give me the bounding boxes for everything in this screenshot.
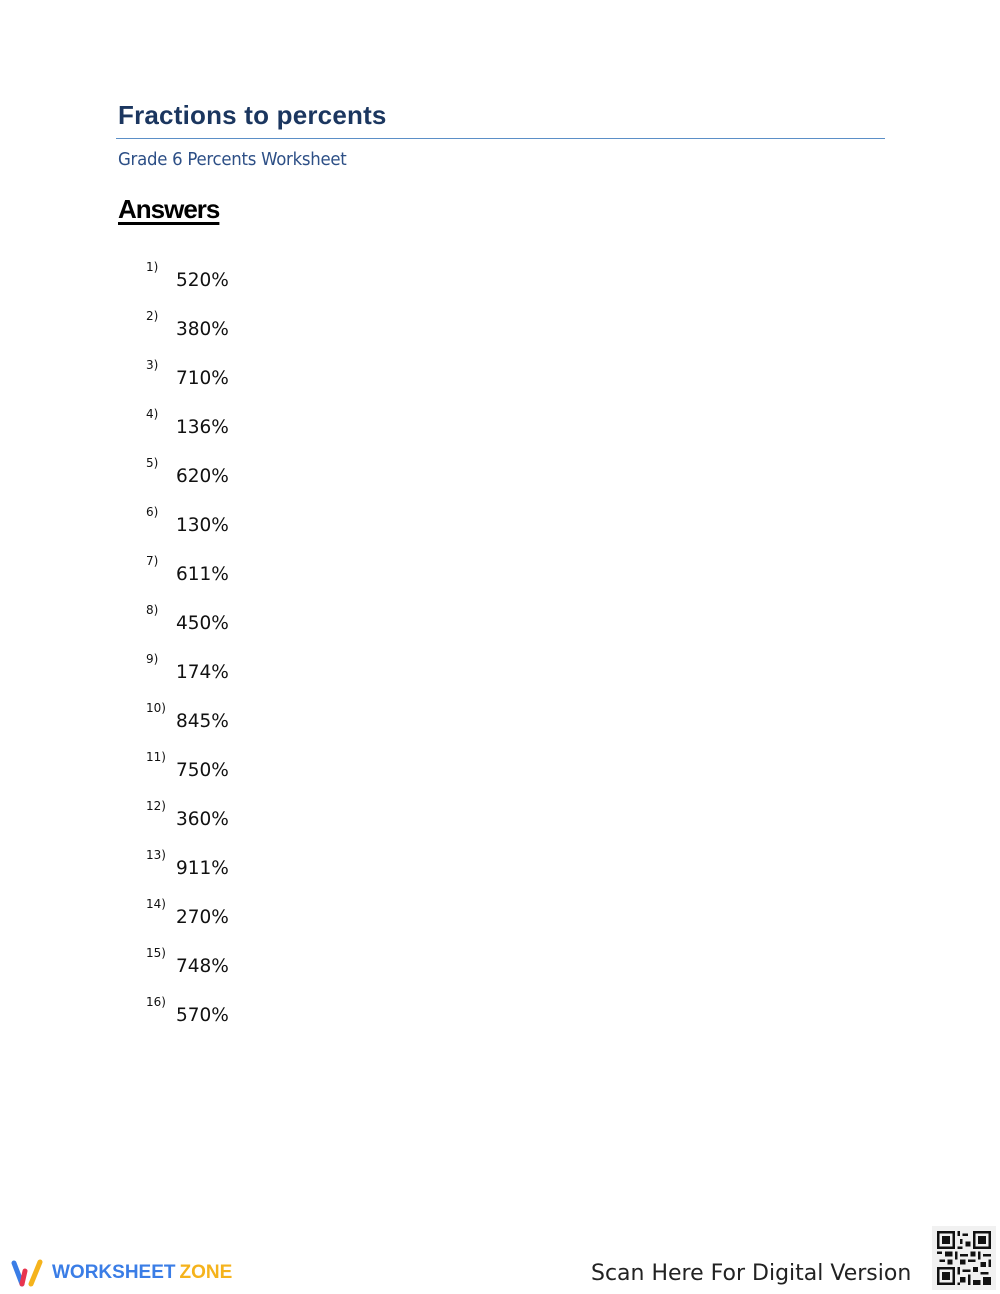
answer-number: 15) bbox=[146, 946, 166, 960]
logo-text bbox=[52, 1262, 232, 1284]
answer-number: 16) bbox=[146, 995, 166, 1009]
scan-caption: Scan Here For Digital Version bbox=[591, 1261, 912, 1286]
page-title: Fractions to percents bbox=[118, 100, 387, 130]
logo-text-worksheet: WORKSHEET bbox=[52, 1262, 176, 1283]
answer-number: 14) bbox=[146, 897, 166, 911]
answer-value: 270% bbox=[176, 907, 229, 928]
answer-number: 12) bbox=[146, 799, 166, 813]
answer-value: 450% bbox=[176, 613, 229, 634]
worksheetzone-logo[interactable] bbox=[10, 1258, 232, 1288]
answer-number: 3) bbox=[146, 358, 159, 372]
answer-value: 620% bbox=[176, 466, 229, 487]
answer-value: 360% bbox=[176, 809, 229, 830]
answer-number: 1) bbox=[146, 260, 159, 274]
answer-number: 11) bbox=[146, 750, 166, 764]
answer-number: 8) bbox=[146, 603, 159, 617]
answer-value: 130% bbox=[176, 515, 229, 536]
answer-value: 174% bbox=[176, 662, 229, 683]
answer-number: 2) bbox=[146, 309, 159, 323]
answer-value: 911% bbox=[176, 858, 229, 879]
answer-value: 380% bbox=[176, 319, 229, 340]
answer-number: 9) bbox=[146, 652, 159, 666]
answer-value: 611% bbox=[176, 564, 229, 585]
answer-number: 5) bbox=[146, 456, 159, 470]
answer-number: 4) bbox=[146, 407, 159, 421]
title-divider bbox=[116, 138, 885, 139]
answer-value: 520% bbox=[176, 270, 229, 291]
answer-value: 845% bbox=[176, 711, 229, 732]
answer-value: 750% bbox=[176, 760, 229, 781]
answers-heading: Answers bbox=[118, 194, 220, 224]
answer-number: 10) bbox=[146, 701, 166, 715]
answer-value: 710% bbox=[176, 368, 229, 389]
logo-w-icon bbox=[10, 1258, 46, 1288]
page-subtitle: Grade 6 Percents Worksheet bbox=[118, 149, 347, 170]
answer-number: 6) bbox=[146, 505, 159, 519]
answer-value: 748% bbox=[176, 956, 229, 977]
answer-number: 13) bbox=[146, 848, 166, 862]
answer-value: 570% bbox=[176, 1005, 229, 1026]
answer-number: 7) bbox=[146, 554, 159, 568]
qr-code-icon[interactable] bbox=[932, 1226, 996, 1290]
logo-text-zone: ZONE bbox=[179, 1262, 233, 1283]
answer-value: 136% bbox=[176, 417, 229, 438]
